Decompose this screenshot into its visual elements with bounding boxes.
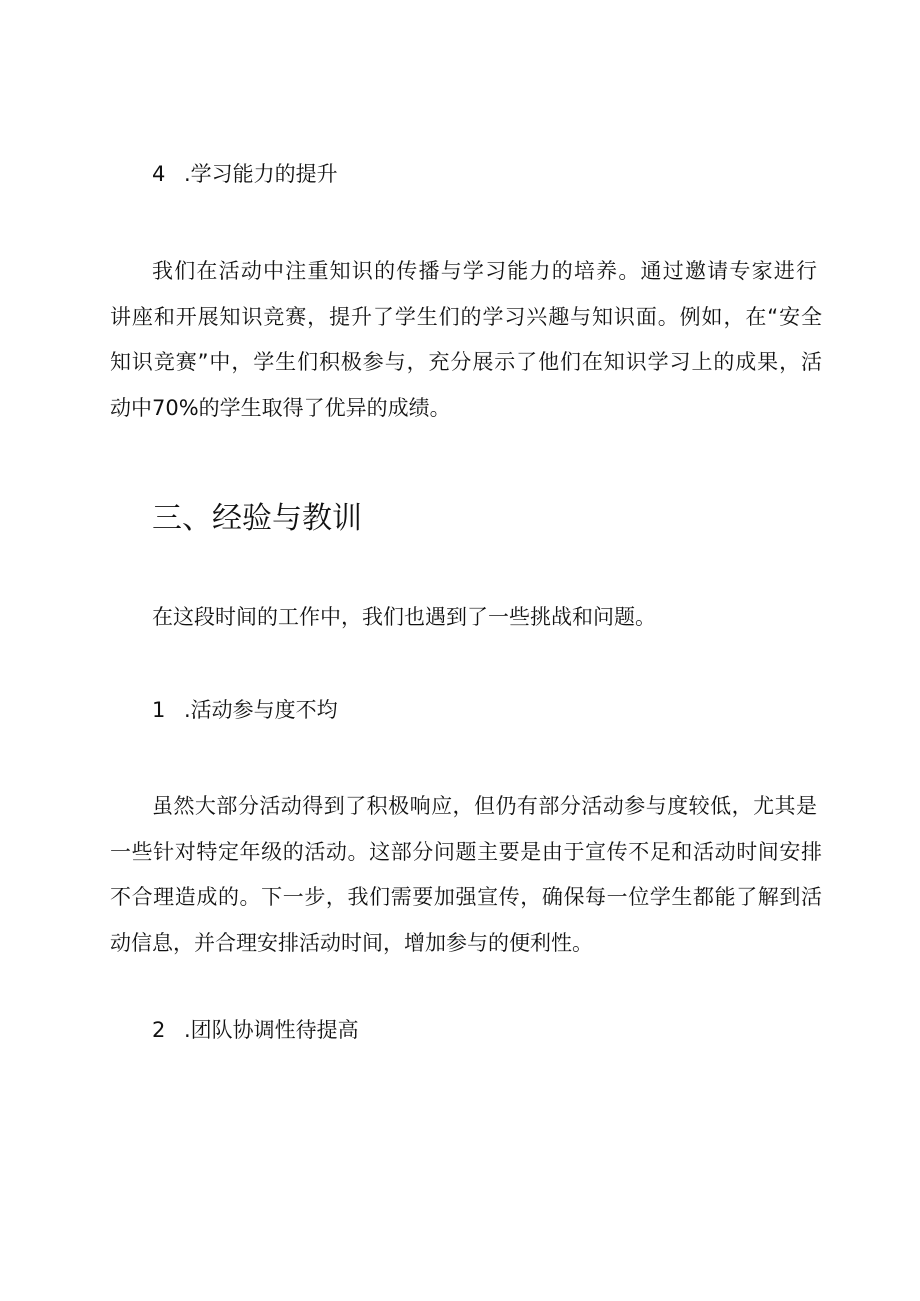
- subheading-learning-ability: [152, 159, 822, 189]
- subheading-text: .团队协调性待提高: [184, 1018, 359, 1042]
- paragraph-line: 虽然大部分活动得到了积极响应，但仍有部分活动参与度较低，尤其是: [152, 794, 817, 818]
- subheading-number: 2: [152, 1018, 166, 1042]
- subheading-number: 1: [152, 698, 166, 722]
- paragraph-line: 我们在活动中注重知识的传播与学习能力的培养。通过邀请专家进行: [152, 259, 817, 283]
- paragraph-learning-ability: [110, 249, 822, 431]
- paragraph-line: 知识竞赛”中，学生们积极参与，充分展示了他们在知识学习上的成果，活: [110, 350, 822, 374]
- paragraph-line: 动中70%的学生取得了优异的成绩。: [110, 395, 451, 420]
- subheading-text: .活动参与度不均: [184, 698, 338, 722]
- paragraph-line: 讲座和开展知识竞赛，提升了学生们的学习兴趣与知识面。例如，在“安全: [110, 304, 822, 329]
- paragraph-line: 在这段时间的工作中，我们也遇到了一些挑战和问题。: [152, 605, 656, 629]
- subheading-team-coordination: [152, 1015, 822, 1045]
- subheading-text: .学习能力的提升: [184, 162, 338, 186]
- paragraph-line: 动信息，并合理安排活动时间，增加参与的便利性。: [110, 930, 593, 955]
- paragraph-line: 一些针对特定年级的活动。这部分问题主要是由于宣传不足和活动时间安排: [110, 839, 822, 864]
- subheading-participation: [152, 695, 822, 725]
- paragraph-participation: [110, 784, 822, 966]
- paragraph-line: 不合理造成的。下一步，我们需要加强宣传，确保每一位学生都能了解到活: [110, 885, 822, 909]
- paragraph-intro: [152, 595, 822, 641]
- subheading-number: 4: [152, 162, 166, 186]
- section-heading: 三、经验与教训: [152, 501, 362, 536]
